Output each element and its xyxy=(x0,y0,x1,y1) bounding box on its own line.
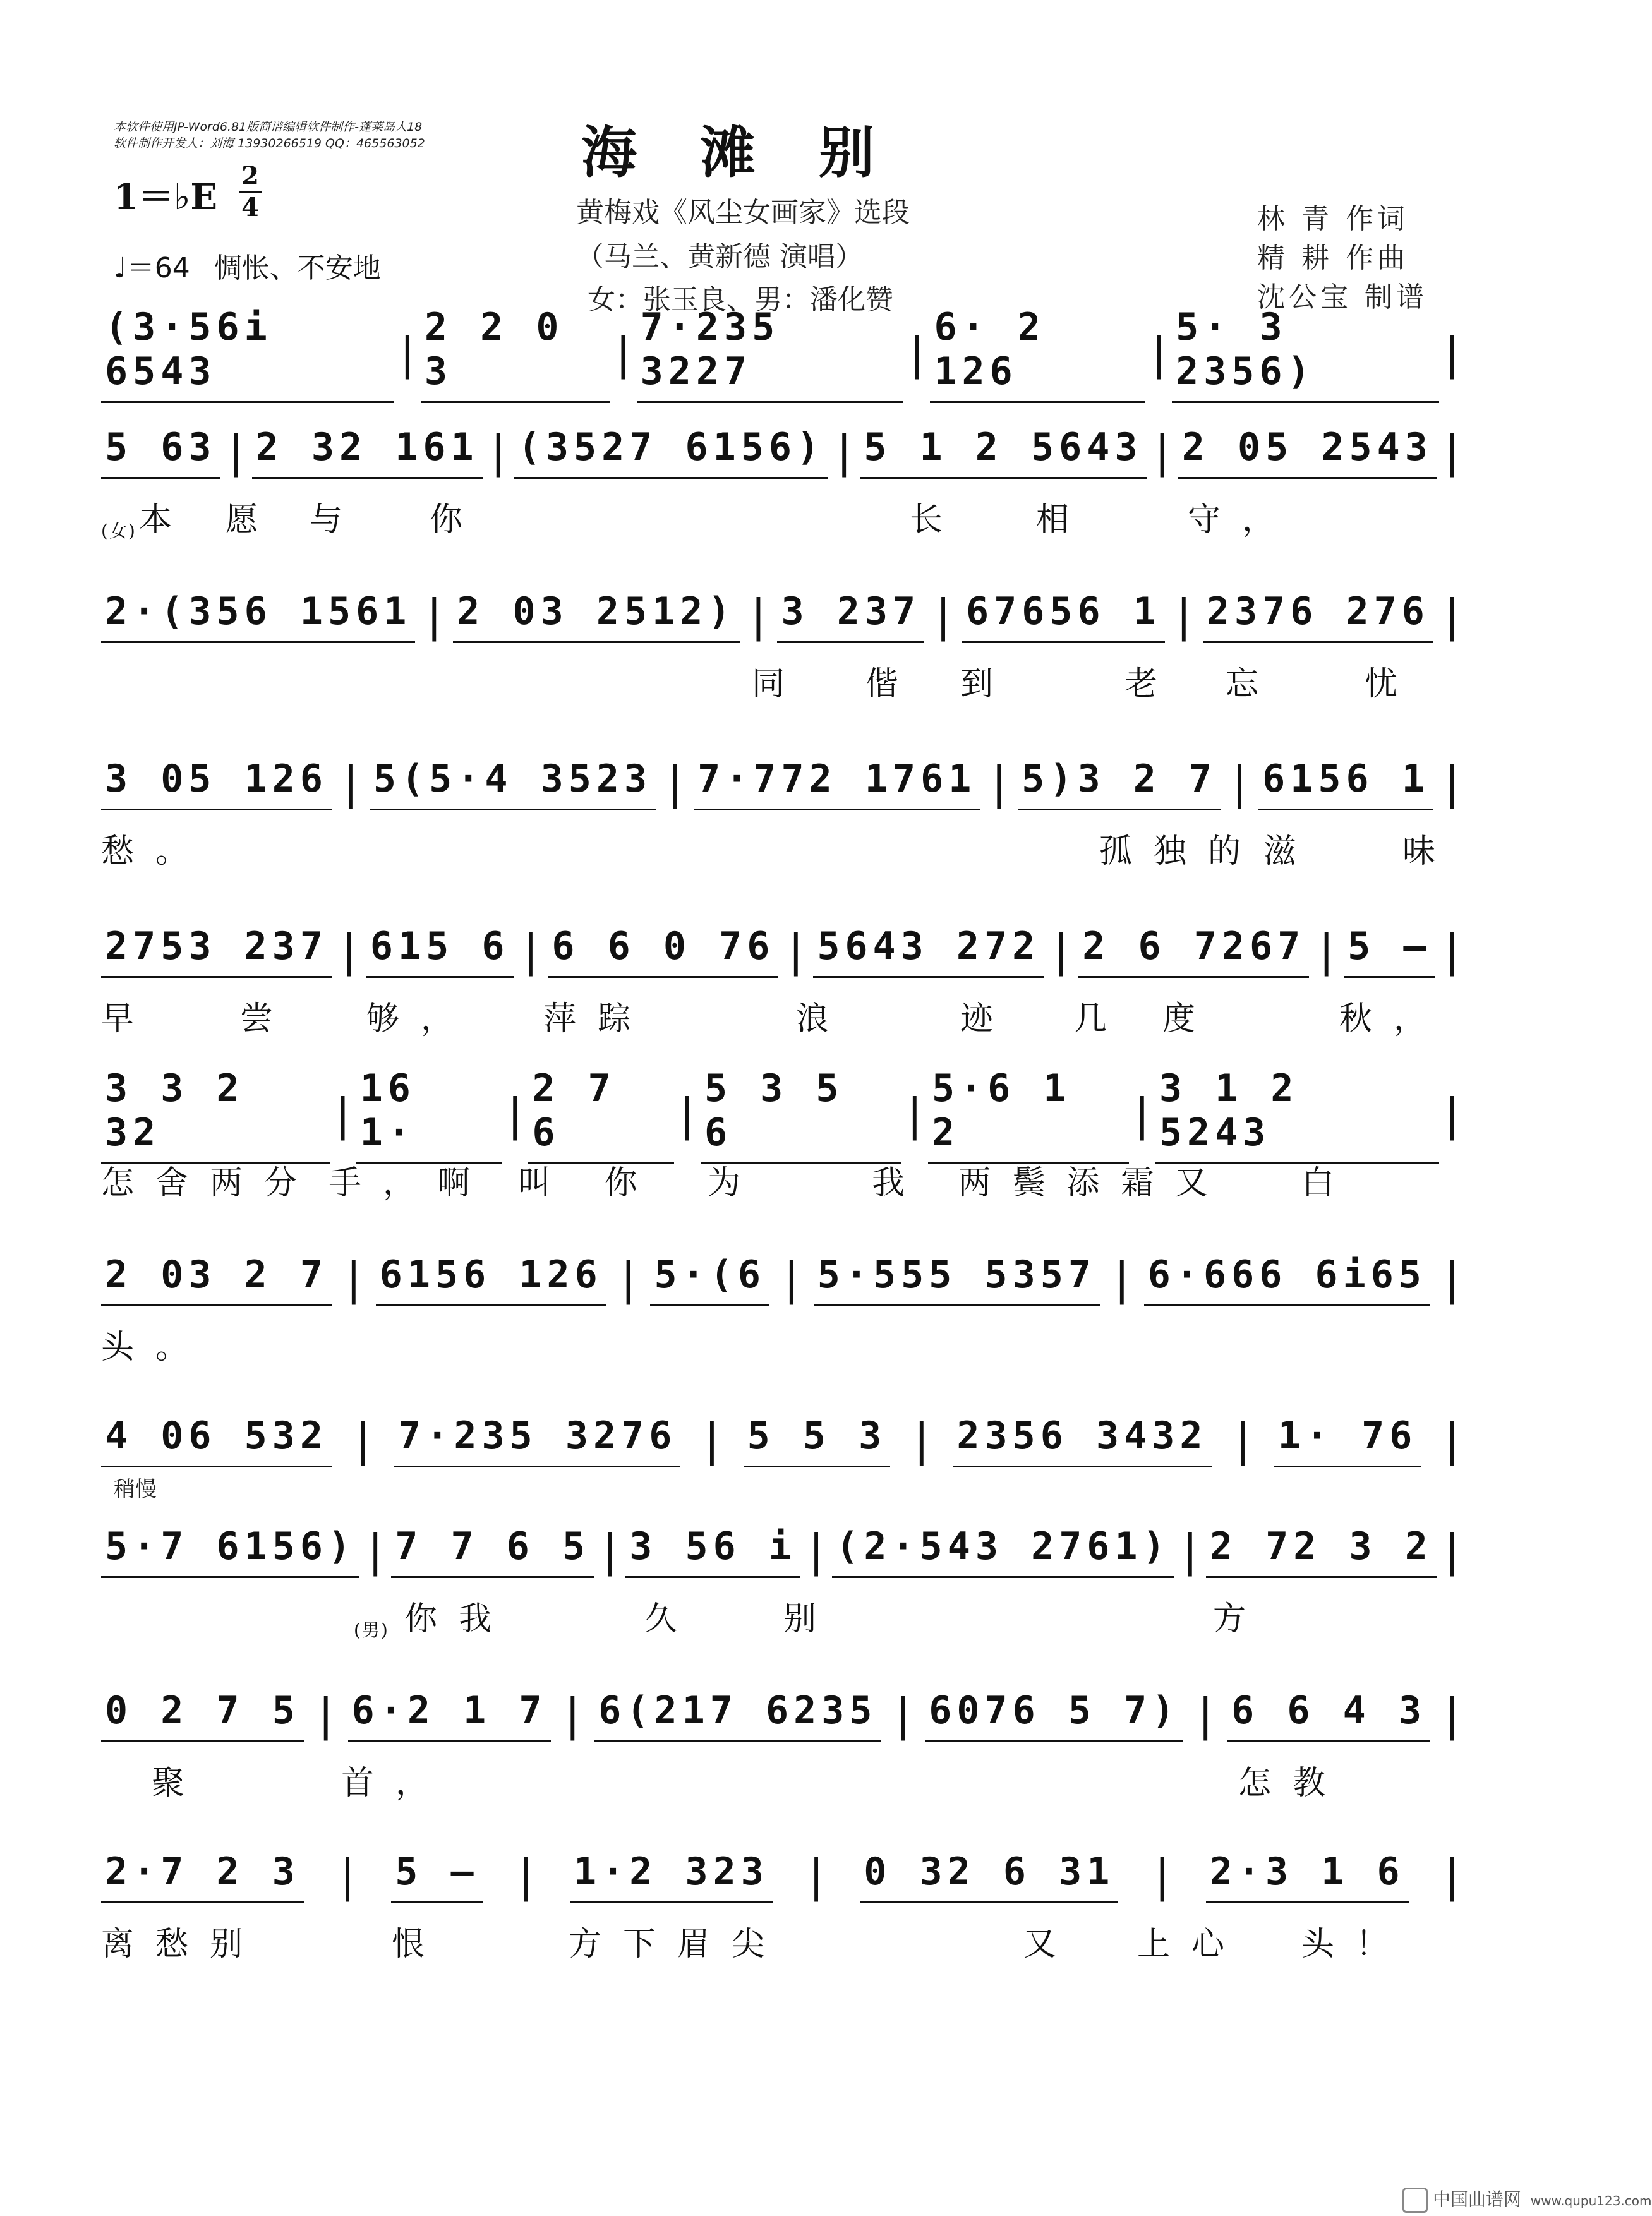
bar-line: | xyxy=(673,1089,701,1141)
arranger-credit: 沈公宝 制谱 xyxy=(1257,281,1428,313)
bar-line: | xyxy=(610,328,637,380)
measure-line xyxy=(101,1516,1466,1586)
bar-line: | xyxy=(512,1850,540,1902)
measure: 6156 1 xyxy=(1258,757,1433,810)
lyric-syllable: 手，啊 xyxy=(329,1164,492,1202)
site-logo-icon xyxy=(1402,2188,1428,2213)
bar-line: | xyxy=(1438,1689,1466,1741)
bar-line: | xyxy=(1145,328,1173,380)
measure: 6·2 1 7 xyxy=(348,1689,551,1742)
bar-line: | xyxy=(698,1414,726,1466)
tempo-direction-slow: 稍慢 xyxy=(114,1477,157,1502)
lyricist-credit: 林 青 作词 xyxy=(1257,203,1409,235)
bar-line: | xyxy=(615,1253,642,1305)
software-credit xyxy=(114,119,425,152)
bar-line: | xyxy=(889,1689,917,1741)
lyric-syllable: 别 xyxy=(783,1600,838,1638)
measure: 2 72 3 2 xyxy=(1206,1524,1437,1578)
lyric-syllable: 够， xyxy=(366,1000,476,1038)
measure: 5 1 2 5643 xyxy=(860,425,1146,479)
lyric-syllable: 到 xyxy=(960,665,1015,703)
measure-line xyxy=(101,417,1466,486)
bar-line: | xyxy=(1128,1089,1155,1141)
lyric-syllable: 浪 xyxy=(796,1000,851,1038)
lyric-syllable: 上心 xyxy=(1137,1925,1246,1963)
lyric-syllable: 头。 xyxy=(101,1328,210,1366)
bar-line: | xyxy=(517,925,545,977)
measure: 2·7 2 3 xyxy=(101,1850,304,1903)
site-url: www.qupu123.com xyxy=(1530,2193,1652,2208)
measure: 5 – xyxy=(1344,924,1435,978)
lyrics-line xyxy=(101,1761,1466,1805)
time-signature xyxy=(239,163,262,221)
bar-line: | xyxy=(1176,1525,1203,1577)
bar-line: | xyxy=(329,1089,356,1141)
measure: 6· 2 126 xyxy=(930,305,1145,403)
measure-line xyxy=(101,1406,1466,1475)
measure: 5·555 5357 xyxy=(814,1253,1100,1306)
measure-line xyxy=(101,1680,1466,1750)
measure: 5 63 xyxy=(101,425,220,479)
lyric-syllable: 萍踪 xyxy=(543,1000,653,1038)
bar-line: | xyxy=(929,590,957,642)
measure-line xyxy=(101,749,1466,818)
subtitle-line-1: 黄梅戏《风尘女画家》选段 xyxy=(576,196,910,229)
lyric-syllable: 叫 你 xyxy=(518,1164,659,1202)
measure: 5·(6 xyxy=(650,1253,769,1306)
measure-line xyxy=(101,1244,1466,1314)
measure: 3 3 2 32 xyxy=(101,1066,330,1164)
lyric-syllable: 迹 xyxy=(960,1000,1015,1038)
measure: 6 6 4 3 xyxy=(1227,1689,1430,1742)
measure: 3 1 2 5243 xyxy=(1155,1066,1439,1164)
bar-line: | xyxy=(334,1850,361,1902)
bar-line: | xyxy=(901,1089,928,1141)
lyric-syllable: 你我 xyxy=(404,1600,514,1638)
lyrics-line xyxy=(101,1161,1466,1205)
page-title: 海滩别 xyxy=(581,119,938,185)
measure: 5 – xyxy=(391,1850,482,1903)
lyric-syllable: 早 xyxy=(101,1000,156,1038)
tempo-value: ＝64 xyxy=(126,252,190,284)
bar-line: | xyxy=(661,757,689,809)
meter-bottom: 4 xyxy=(241,193,259,222)
lyric-syllable: 相 xyxy=(1036,501,1091,539)
measure-line xyxy=(101,916,1466,985)
measure: 2753 237 xyxy=(101,924,332,978)
lyric-syllable: 你 xyxy=(430,501,485,539)
lyric-syllable: 白 xyxy=(1301,1164,1356,1202)
measure: 0 2 7 5 xyxy=(101,1689,304,1742)
tempo-mood: 惆怅、不安地 xyxy=(214,252,381,284)
bar-line: | xyxy=(903,328,931,380)
lyric-syllable: 首， xyxy=(341,1764,450,1802)
lyric-syllable: 愁。 xyxy=(101,833,210,870)
bar-line: | xyxy=(1149,1850,1176,1902)
lyric-syllable: 久 xyxy=(644,1600,699,1638)
site-brand: 中国曲谱网 xyxy=(1433,2189,1522,2210)
lyric-syllable: 守， xyxy=(1188,501,1297,539)
measure: 2·(356 1561 xyxy=(101,589,415,643)
measure: 5 5 3 xyxy=(744,1414,891,1467)
bar-line: | xyxy=(782,925,809,977)
bar-line: | xyxy=(421,590,448,642)
measure: 5· 3 2356) xyxy=(1172,305,1439,403)
bar-line: | xyxy=(1047,925,1075,977)
lyric-syllable: 偕 xyxy=(865,665,920,703)
bar-line: | xyxy=(986,757,1013,809)
bar-line: | xyxy=(349,1414,377,1466)
subtitle-line-2: （马兰、黄新德 演唱） xyxy=(576,241,863,273)
lyric-syllable: 味 xyxy=(1402,833,1457,870)
measure: 615 6 xyxy=(366,924,514,978)
bar-line: | xyxy=(1192,1689,1219,1741)
lyric-syllable: 方 xyxy=(1213,1600,1268,1638)
measure: 1· 76 xyxy=(1274,1414,1421,1467)
bar-line: | xyxy=(337,757,365,809)
bar-line: | xyxy=(222,426,250,478)
measure: 3 56 i xyxy=(625,1524,800,1578)
bar-line: | xyxy=(362,1525,389,1577)
bar-line: | xyxy=(1229,1414,1257,1466)
measure: 6(217 6235 xyxy=(594,1689,881,1742)
bar-line: | xyxy=(745,590,772,642)
lyric-syllable: 又 xyxy=(1023,1925,1078,1963)
bar-line: | xyxy=(394,328,421,380)
measure: 0 32 6 31 xyxy=(860,1850,1118,1903)
lyric-syllable: 与 xyxy=(310,501,365,539)
lyric-syllable: 长 xyxy=(910,501,965,539)
measure: 6156 126 xyxy=(376,1253,606,1306)
lyric-syllable: 几 xyxy=(1074,1000,1129,1038)
bar-line: | xyxy=(831,426,858,478)
bar-line: | xyxy=(340,1253,367,1305)
measure: 7·235 3227 xyxy=(637,305,904,403)
lyric-syllable: 尝 xyxy=(240,1000,295,1038)
lyrics-line xyxy=(101,1597,1466,1641)
bar-line: | xyxy=(1226,757,1253,809)
lyric-syllable: 我 两鬓添霜 xyxy=(872,1164,1176,1202)
software-line-1: 本软件使用JP-Word6.81版简谱编辑软件制作-蓬莱岛人18 xyxy=(114,120,423,134)
bar-line: | xyxy=(1438,757,1466,809)
software-line-2: 软件制作开发人：刘海 13930266519 QQ：465563052 xyxy=(114,136,425,150)
lyric-syllable: 离愁别 xyxy=(101,1925,265,1963)
bar-line: | xyxy=(502,1089,529,1141)
measure: 2 6 7267 xyxy=(1078,924,1309,978)
measure: 2356 3432 xyxy=(953,1414,1211,1467)
lyric-syllable: 为 xyxy=(708,1164,763,1202)
key-signature: 1＝♭E xyxy=(114,176,218,218)
quarter-note-icon: ♩ xyxy=(114,252,127,284)
bar-line: | xyxy=(596,1525,624,1577)
bar-line: | xyxy=(908,1414,935,1466)
singer-role: (女) xyxy=(101,521,136,541)
measure: (3527 6156) xyxy=(514,425,828,479)
measure: 5)3 2 7 xyxy=(1018,757,1221,810)
measure: 1·2 323 xyxy=(570,1850,773,1903)
lyric-syllable: 忘 xyxy=(1226,665,1281,703)
bar-line: | xyxy=(312,1689,339,1741)
lyric-syllable: 又 xyxy=(1175,1164,1230,1202)
lyrics-line xyxy=(101,662,1466,706)
bar-line: | xyxy=(1438,1253,1466,1305)
measure: (3·56i 6543 xyxy=(101,305,394,403)
measure: 67656 1 xyxy=(962,589,1165,643)
measure: 2 05 2543 xyxy=(1178,425,1437,479)
lyrics-line xyxy=(101,829,1466,874)
measure: 2 7 6 xyxy=(528,1066,673,1164)
lyrics-line xyxy=(101,1325,1466,1370)
measure: 7 7 6 5 xyxy=(391,1524,594,1578)
bar-line: | xyxy=(1438,1525,1466,1577)
measure-line xyxy=(101,304,1466,394)
measure: 5(5·4 3523 xyxy=(370,757,656,810)
measure: 2 03 2512) xyxy=(453,589,739,643)
bar-line: | xyxy=(1108,1253,1135,1305)
measure: 7·772 1761 xyxy=(694,757,980,810)
measure: (2·543 2761) xyxy=(832,1524,1174,1578)
meter-top: 2 xyxy=(241,161,259,191)
lyric-syllable: 本 愿 xyxy=(139,501,280,539)
lyric-syllable: 头！ xyxy=(1301,1925,1411,1963)
lyric-syllable: 恨 xyxy=(392,1925,447,1963)
measure: 5·7 6156) xyxy=(101,1524,359,1578)
bar-line: | xyxy=(1438,925,1466,977)
measure: 16 1· xyxy=(356,1066,502,1164)
measure-line xyxy=(101,581,1466,651)
lyric-syllable: 忧 xyxy=(1365,665,1420,703)
subtitle-line-3: 女：张玉良、男：潘化赞 xyxy=(588,284,893,316)
bar-line: | xyxy=(802,1850,830,1902)
composer-credit: 精 耕 作曲 xyxy=(1257,242,1409,274)
lyric-syllable: 怎舍两分 xyxy=(101,1164,319,1202)
bar-line: | xyxy=(559,1689,586,1741)
bar-line: | xyxy=(1438,1089,1466,1141)
bar-line: | xyxy=(485,426,512,478)
bar-line: | xyxy=(1438,1414,1466,1466)
lyric-syllable: 同 xyxy=(752,665,807,703)
measure: 7·235 3276 xyxy=(394,1414,680,1467)
bar-line: | xyxy=(1149,426,1176,478)
lyrics-line xyxy=(101,498,1466,542)
measure: 4 06 532 xyxy=(101,1414,332,1467)
lyrics-line xyxy=(101,1922,1466,1966)
bar-line: | xyxy=(1438,590,1466,642)
measure: 5·6 1 2 xyxy=(928,1066,1129,1164)
bar-line: | xyxy=(335,925,363,977)
bar-line: | xyxy=(1438,328,1466,380)
lyric-syllable: 度 xyxy=(1162,1000,1217,1038)
bar-line: | xyxy=(1313,925,1340,977)
singer-role: (男) xyxy=(354,1620,389,1641)
measure: 5643 272 xyxy=(813,924,1044,978)
bar-line: | xyxy=(778,1253,805,1305)
lyric-syllable: 孤独的 xyxy=(1099,833,1263,870)
measure: 2 03 2 7 xyxy=(101,1253,332,1306)
measure: 6·666 6i65 xyxy=(1144,1253,1430,1306)
measure: 5 3 5 6 xyxy=(701,1066,901,1164)
measure-line xyxy=(101,1066,1466,1155)
bar-line: | xyxy=(803,1525,830,1577)
measure: 2 32 161 xyxy=(252,425,483,479)
lyric-syllable: 老 xyxy=(1124,665,1179,703)
measure: 6 6 0 76 xyxy=(548,924,778,978)
lyric-syllable: 方下眉尖 xyxy=(569,1925,787,1963)
bar-line: | xyxy=(1438,426,1466,478)
measure: 3 237 xyxy=(777,589,924,643)
lyrics-line xyxy=(101,997,1466,1041)
lyric-syllable: 秋， xyxy=(1339,1000,1449,1038)
measure-line xyxy=(101,1841,1466,1911)
site-logo xyxy=(1402,2186,1652,2213)
measure: 3 05 126 xyxy=(101,757,332,810)
lyric-syllable: 怎教 xyxy=(1238,1764,1348,1802)
measure: 2376 276 xyxy=(1203,589,1433,643)
measure: 2·3 1 6 xyxy=(1206,1850,1409,1903)
measure: 6076 5 7) xyxy=(925,1689,1183,1742)
lyric-syllable: 滋 xyxy=(1263,833,1318,870)
lyric-syllable: 聚 xyxy=(152,1764,207,1802)
bar-line: | xyxy=(1170,590,1197,642)
tempo-marking xyxy=(114,245,381,286)
measure: 2 2 0 3 xyxy=(421,305,610,403)
bar-line: | xyxy=(1438,1850,1466,1902)
